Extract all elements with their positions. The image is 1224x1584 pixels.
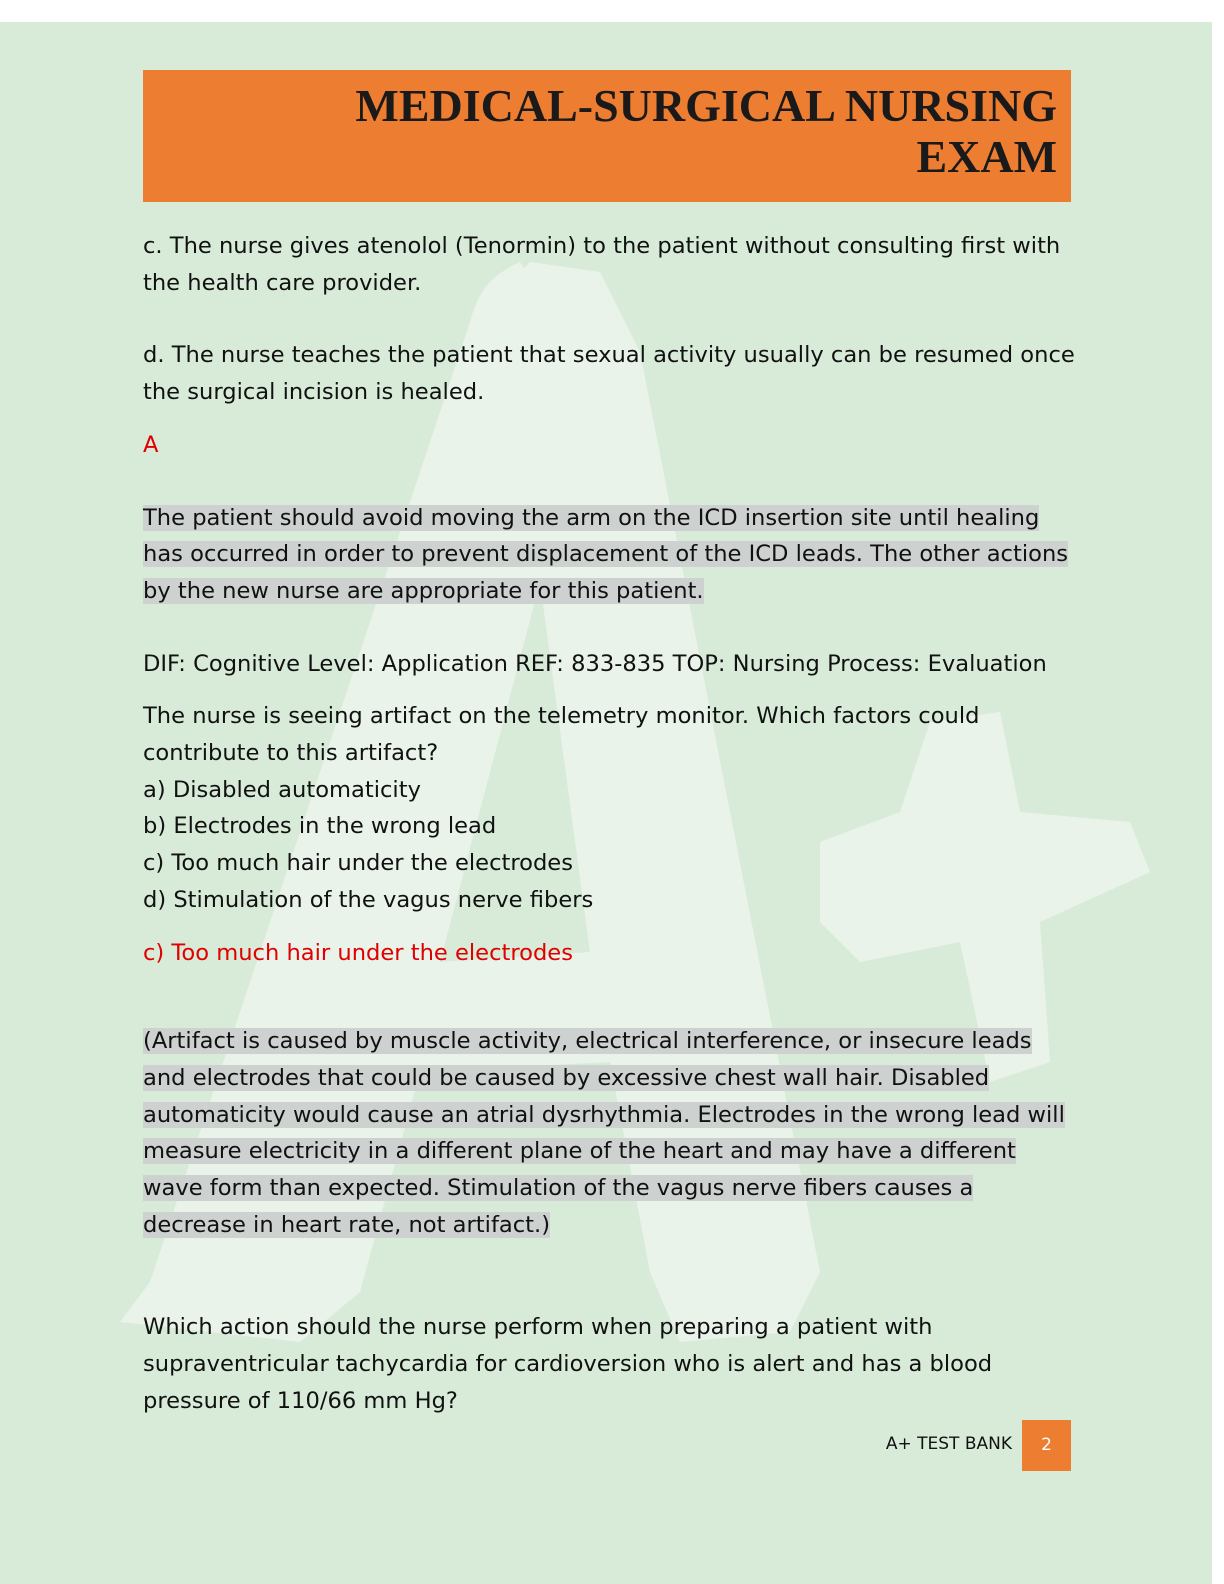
question-2-option-a: a) Disabled automaticity [143, 776, 421, 803]
question-2-option-c: c) Too much hair under the electrodes [143, 850, 573, 877]
rationale-1 [143, 500, 1078, 610]
dif-line: DIF: Cognitive Level: Application REF: 833-835 TOP: Nursing Process: Evaluation [143, 650, 1047, 677]
document-body [143, 228, 1078, 1420]
exam-header [143, 70, 1071, 202]
question-2-option-d: d) Stimulation of the vagus nerve fibers [143, 886, 594, 913]
question-3: Which action should the nurse perform when preparing a patient with supraventricular tachycardia for cardioversion who is alert and has a blood pressure of 110/66 mm Hg? [143, 1314, 993, 1414]
header-title-line-1: MEDICAL-SURGICAL NURSING [355, 80, 1057, 131]
rationale-2-text: (Artifact is caused by muscle activity, electrical interference, or insecure leads and electrodes that could be caused by excessive chest wall hair. Disabled automaticity would cause an atrial dysrhythmia. Electrodes in the wrong lead will measure electricity in a different plane of the heart and may have a different wave form than expected. Stimulation of the vagus nerve fibers causes a decrease in heart rate, not artifact.) [143, 1028, 1065, 1238]
answer-1: A [143, 431, 159, 458]
answer-2: c) Too much hair under the electrodes [143, 939, 573, 966]
question-2: The nurse is seeing artifact on the telemetry monitor. Which factors could contribute to this artifact? [143, 703, 980, 767]
footer-label: A+ TEST BANK [885, 1434, 1012, 1454]
page-number: 2 [1022, 1420, 1071, 1471]
question-2-option-b: b) Electrodes in the wrong lead [143, 813, 497, 840]
rationale-2 [143, 1023, 1078, 1243]
option-d: d. The nurse teaches the patient that sexual activity usually can be resumed once the surgical incision is healed. [143, 342, 1075, 406]
option-c: c. The nurse gives atenolol (Tenormin) to the patient without consulting first with the health care provider. [143, 233, 1061, 296]
header-title-line-2: EXAM [916, 131, 1057, 182]
rationale-1-text: The patient should avoid moving the arm on the ICD insertion site until healing has occurred in order to prevent displacement of the ICD leads. The other actions by the new nurse are appropriate for this patient. [143, 504, 1069, 604]
